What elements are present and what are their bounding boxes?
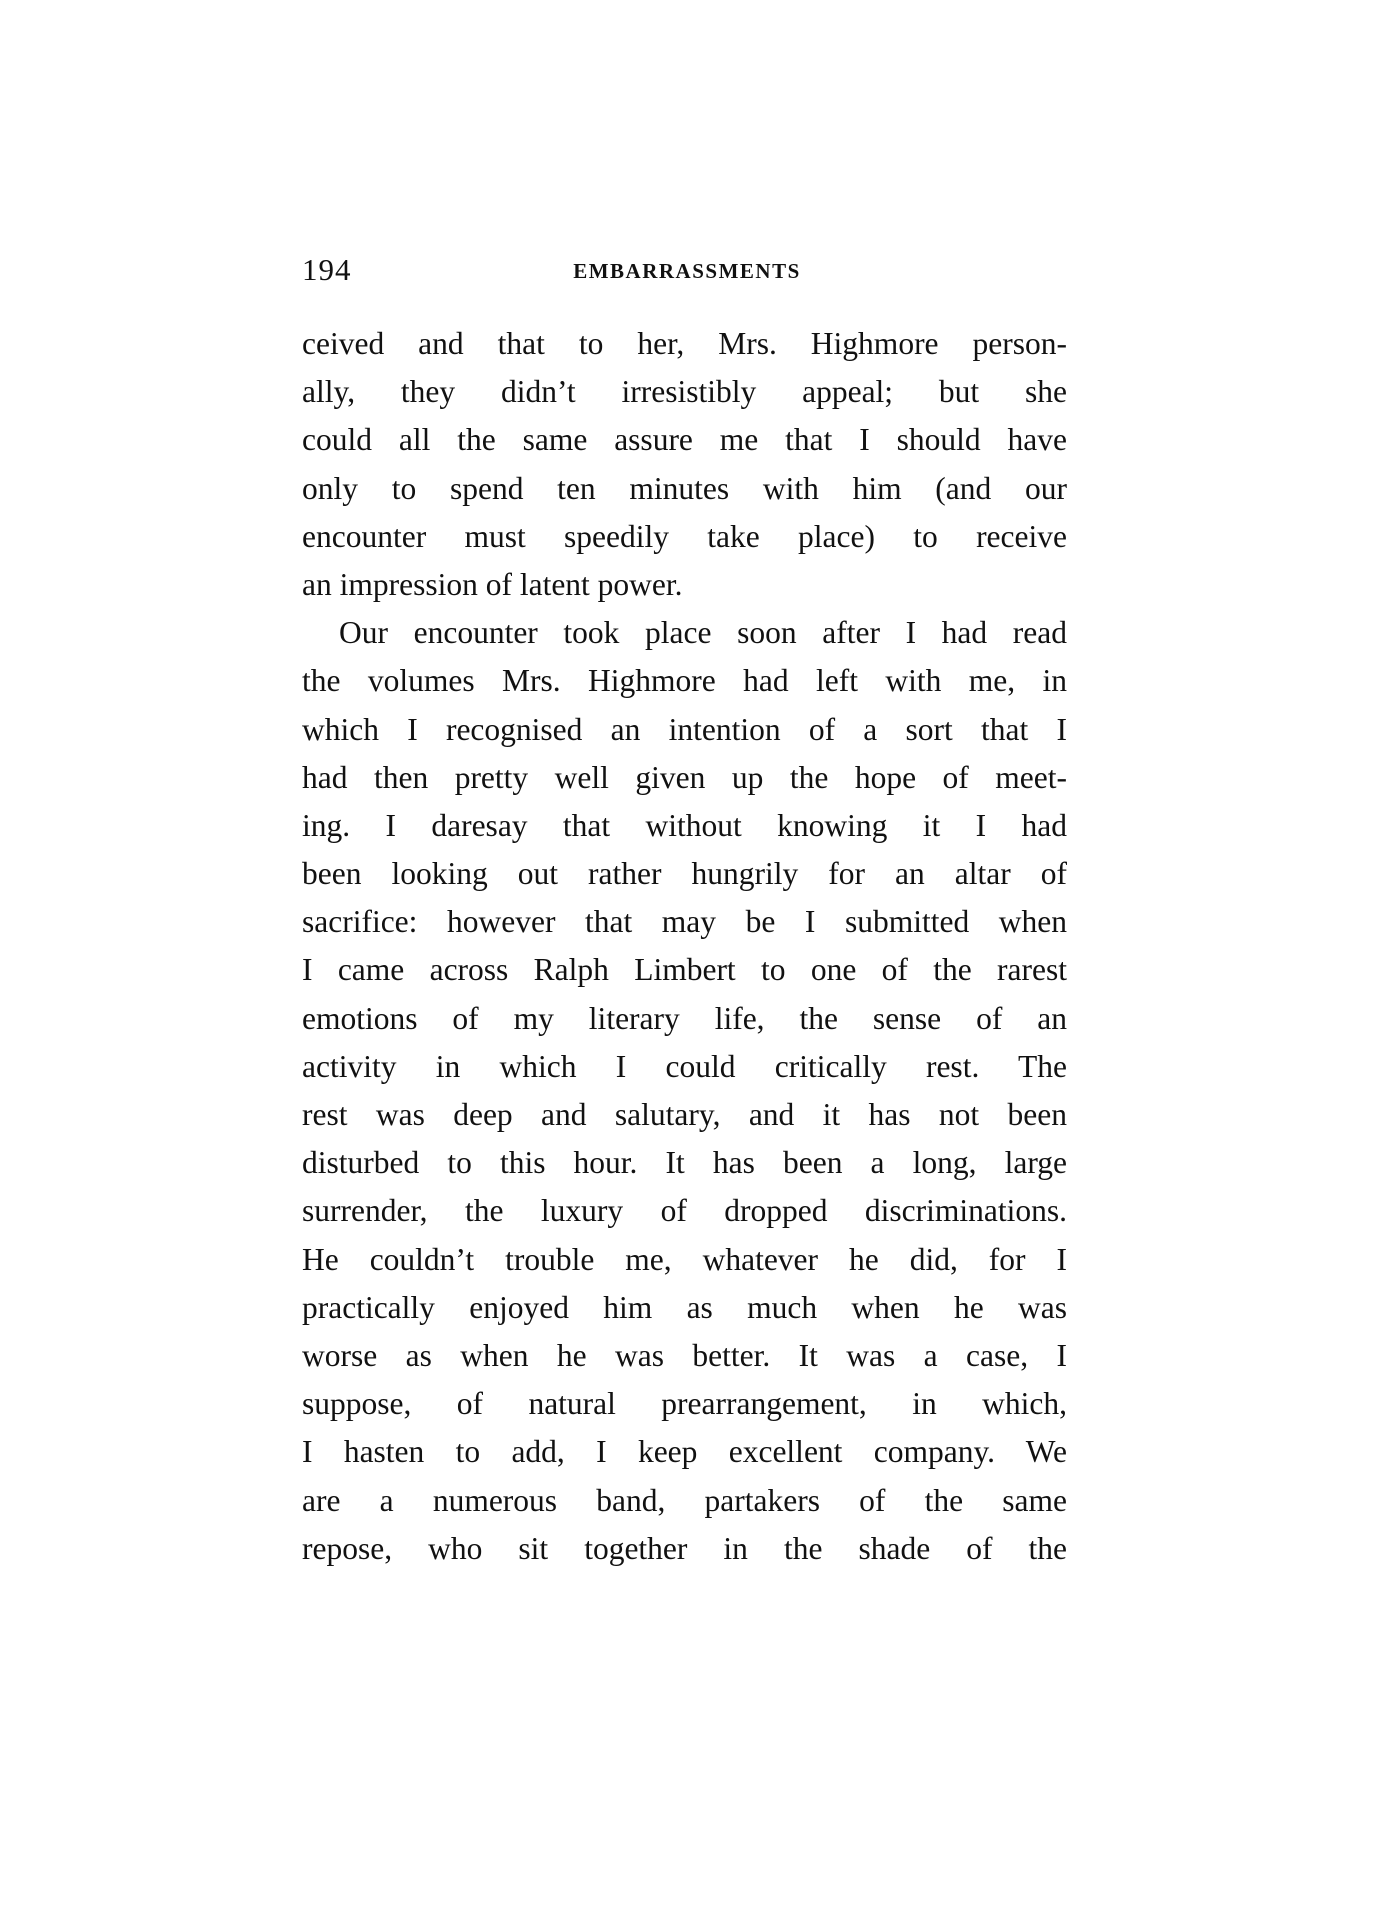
text-line: activity in which I could critically rest. The <box>302 1048 1067 1084</box>
page-number: 194 <box>302 252 352 287</box>
text-line: only to spend ten minutes with him (and our <box>302 470 1067 506</box>
text-line: the volumes Mrs. Highmore had left with me, in <box>302 663 1067 699</box>
text-line: I came across Ralph Limbert to one of the rarest <box>302 952 1067 988</box>
body-text <box>302 320 1067 1573</box>
text-line: He couldn’t trouble me, whatever he did, for I <box>302 1241 1067 1277</box>
running-title: EMBARRASSMENTS <box>573 259 801 283</box>
text-line: encounter must speedily take place) to receive <box>302 518 1067 554</box>
text-line: an impression of latent power. <box>302 566 683 602</box>
paragraph <box>302 320 1067 609</box>
page-header <box>302 250 1072 290</box>
paragraph <box>302 609 1067 1573</box>
text-line: Our encounter took place soon after I had read <box>339 615 1067 651</box>
text-line: ceived and that to her, Mrs. Highmore person- <box>302 326 1067 361</box>
text-line: surrender, the luxury of dropped discriminations. <box>302 1193 1067 1229</box>
text-line: emotions of my literary life, the sense of an <box>302 1000 1067 1036</box>
text-line: worse as when he was better. It was a case, I <box>302 1337 1067 1373</box>
text-line: had then pretty well given up the hope of meet- <box>302 759 1067 795</box>
text-line: practically enjoyed him as much when he was <box>302 1289 1067 1325</box>
text-line: rest was deep and salutary, and it has not been <box>302 1097 1067 1132</box>
text-line: sacrifice: however that may be I submitted when <box>302 904 1067 940</box>
text-line: ing. I daresay that without knowing it I had <box>302 807 1067 843</box>
text-line: I hasten to add, I keep excellent company. We <box>302 1434 1067 1470</box>
text-line: been looking out rather hungrily for an altar of <box>302 856 1067 892</box>
text-line: suppose, of natural prearrangement, in which, <box>302 1386 1067 1422</box>
text-line: are a numerous band, partakers of the same <box>302 1482 1067 1518</box>
text-line: disturbed to this hour. It has been a long, large <box>302 1145 1067 1181</box>
text-line: repose, who sit together in the shade of the <box>302 1530 1067 1566</box>
text-line: could all the same assure me that I should have <box>302 422 1067 458</box>
text-line: ally, they didn’t irresistibly appeal; but she <box>302 374 1067 410</box>
text-line: which I recognised an intention of a sort that I <box>302 711 1067 747</box>
